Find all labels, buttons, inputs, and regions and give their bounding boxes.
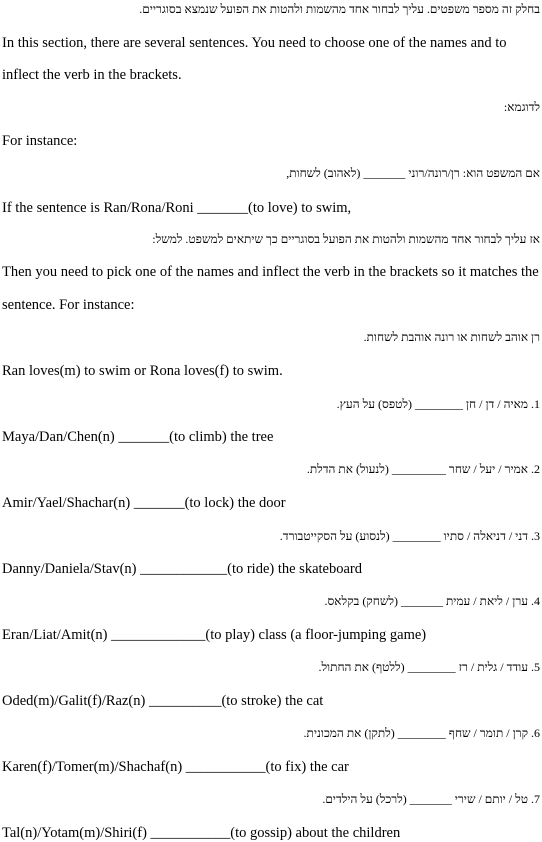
- exercise-item-3-english: Danny/Daniela/Stav(n) ____________(to ride) the skateboard: [2, 561, 362, 577]
- exercise-item-5-hebrew: 5. עודד / גלית / רז ________ (ללטף) את החתול.: [318, 660, 540, 674]
- exercise-item-6-english: Karen(f)/Tomer(m)/Shachaf(n) ___________(to fix) the car: [2, 759, 349, 775]
- exercise-item-7-english: Tal(n)/Yotam(m)/Shiri(f) ___________(to gossip) about the children: [2, 825, 401, 841]
- english-then-instruction-line-1: Then you need to pick one of the names and inflect the verb in the brackets so it matches the: [2, 264, 539, 280]
- english-example-sentence: If the sentence is Ran/Rona/Roni _______(to love) to swim,: [2, 200, 352, 216]
- hebrew-example-label: לדוגמא:: [503, 100, 540, 114]
- exercise-item-5-english: Oded(m)/Galit(f)/Raz(n) __________(to stroke) the cat: [2, 693, 324, 709]
- hebrew-then-instruction: אז עליך לבחור אחד מהשמות ולהטות את הפועל בסוגריים כך שיתאים למשפט. למשל:: [152, 232, 540, 246]
- english-example-answer: Ran loves(m) to swim or Rona loves(f) to swim.: [2, 363, 283, 379]
- exercise-item-4-english: Eran/Liat/Amit(n) _____________(to play) class (a floor-jumping game): [2, 627, 427, 643]
- exercise-item-1-hebrew: 1. מאיה / דן / חן ________ (לטפס) על העץ.: [336, 397, 540, 411]
- english-section-instruction-line-2: inflect the verb in the brackets.: [2, 67, 182, 83]
- exercise-item-6-hebrew: 6. קרן / תומר / שחף ________ (לתקן) את המכונית.: [303, 726, 540, 740]
- hebrew-example-answer: רן אוהב לשחות או רונה אוהבת לשחות.: [363, 330, 540, 344]
- exercise-item-2-english: Amir/Yael/Shachar(n) _______(to lock) the door: [2, 495, 286, 511]
- hebrew-example-sentence: אם המשפט הוא: רן/רונה/רוני _______ (לאהוב) לשחות,: [286, 166, 540, 180]
- english-then-instruction-line-2: sentence. For instance:: [2, 297, 135, 313]
- hebrew-section-instruction: בחלק זה מספר משפטים. עליך לבחור אחד מהשמות ולהטות את הפועל שנמצא בסוגריים.: [139, 2, 540, 16]
- exercise-item-1-english: Maya/Dan/Chen(n) _______(to climb) the tree: [2, 429, 274, 445]
- exercise-item-7-hebrew: 7. טל / יותם / שירי _______ (לרכל) על הילדים.: [322, 792, 540, 806]
- exercise-item-2-hebrew: 2. אמיר / יעל / שחר _________ (לנעול) את הדלת.: [306, 462, 540, 476]
- exercise-item-3-hebrew: 3. דני / דניאלה / סתיו ________ (לנסוע) על הסקייטבורד.: [279, 529, 540, 543]
- english-example-label: For instance:: [2, 133, 78, 149]
- english-section-instruction-line-1: In this section, there are several sentences. You need to choose one of the names and to: [2, 35, 507, 51]
- exercise-item-4-hebrew: 4. ערן / ליאת / עמית _______ (לשחק) בקלאס.: [324, 594, 540, 608]
